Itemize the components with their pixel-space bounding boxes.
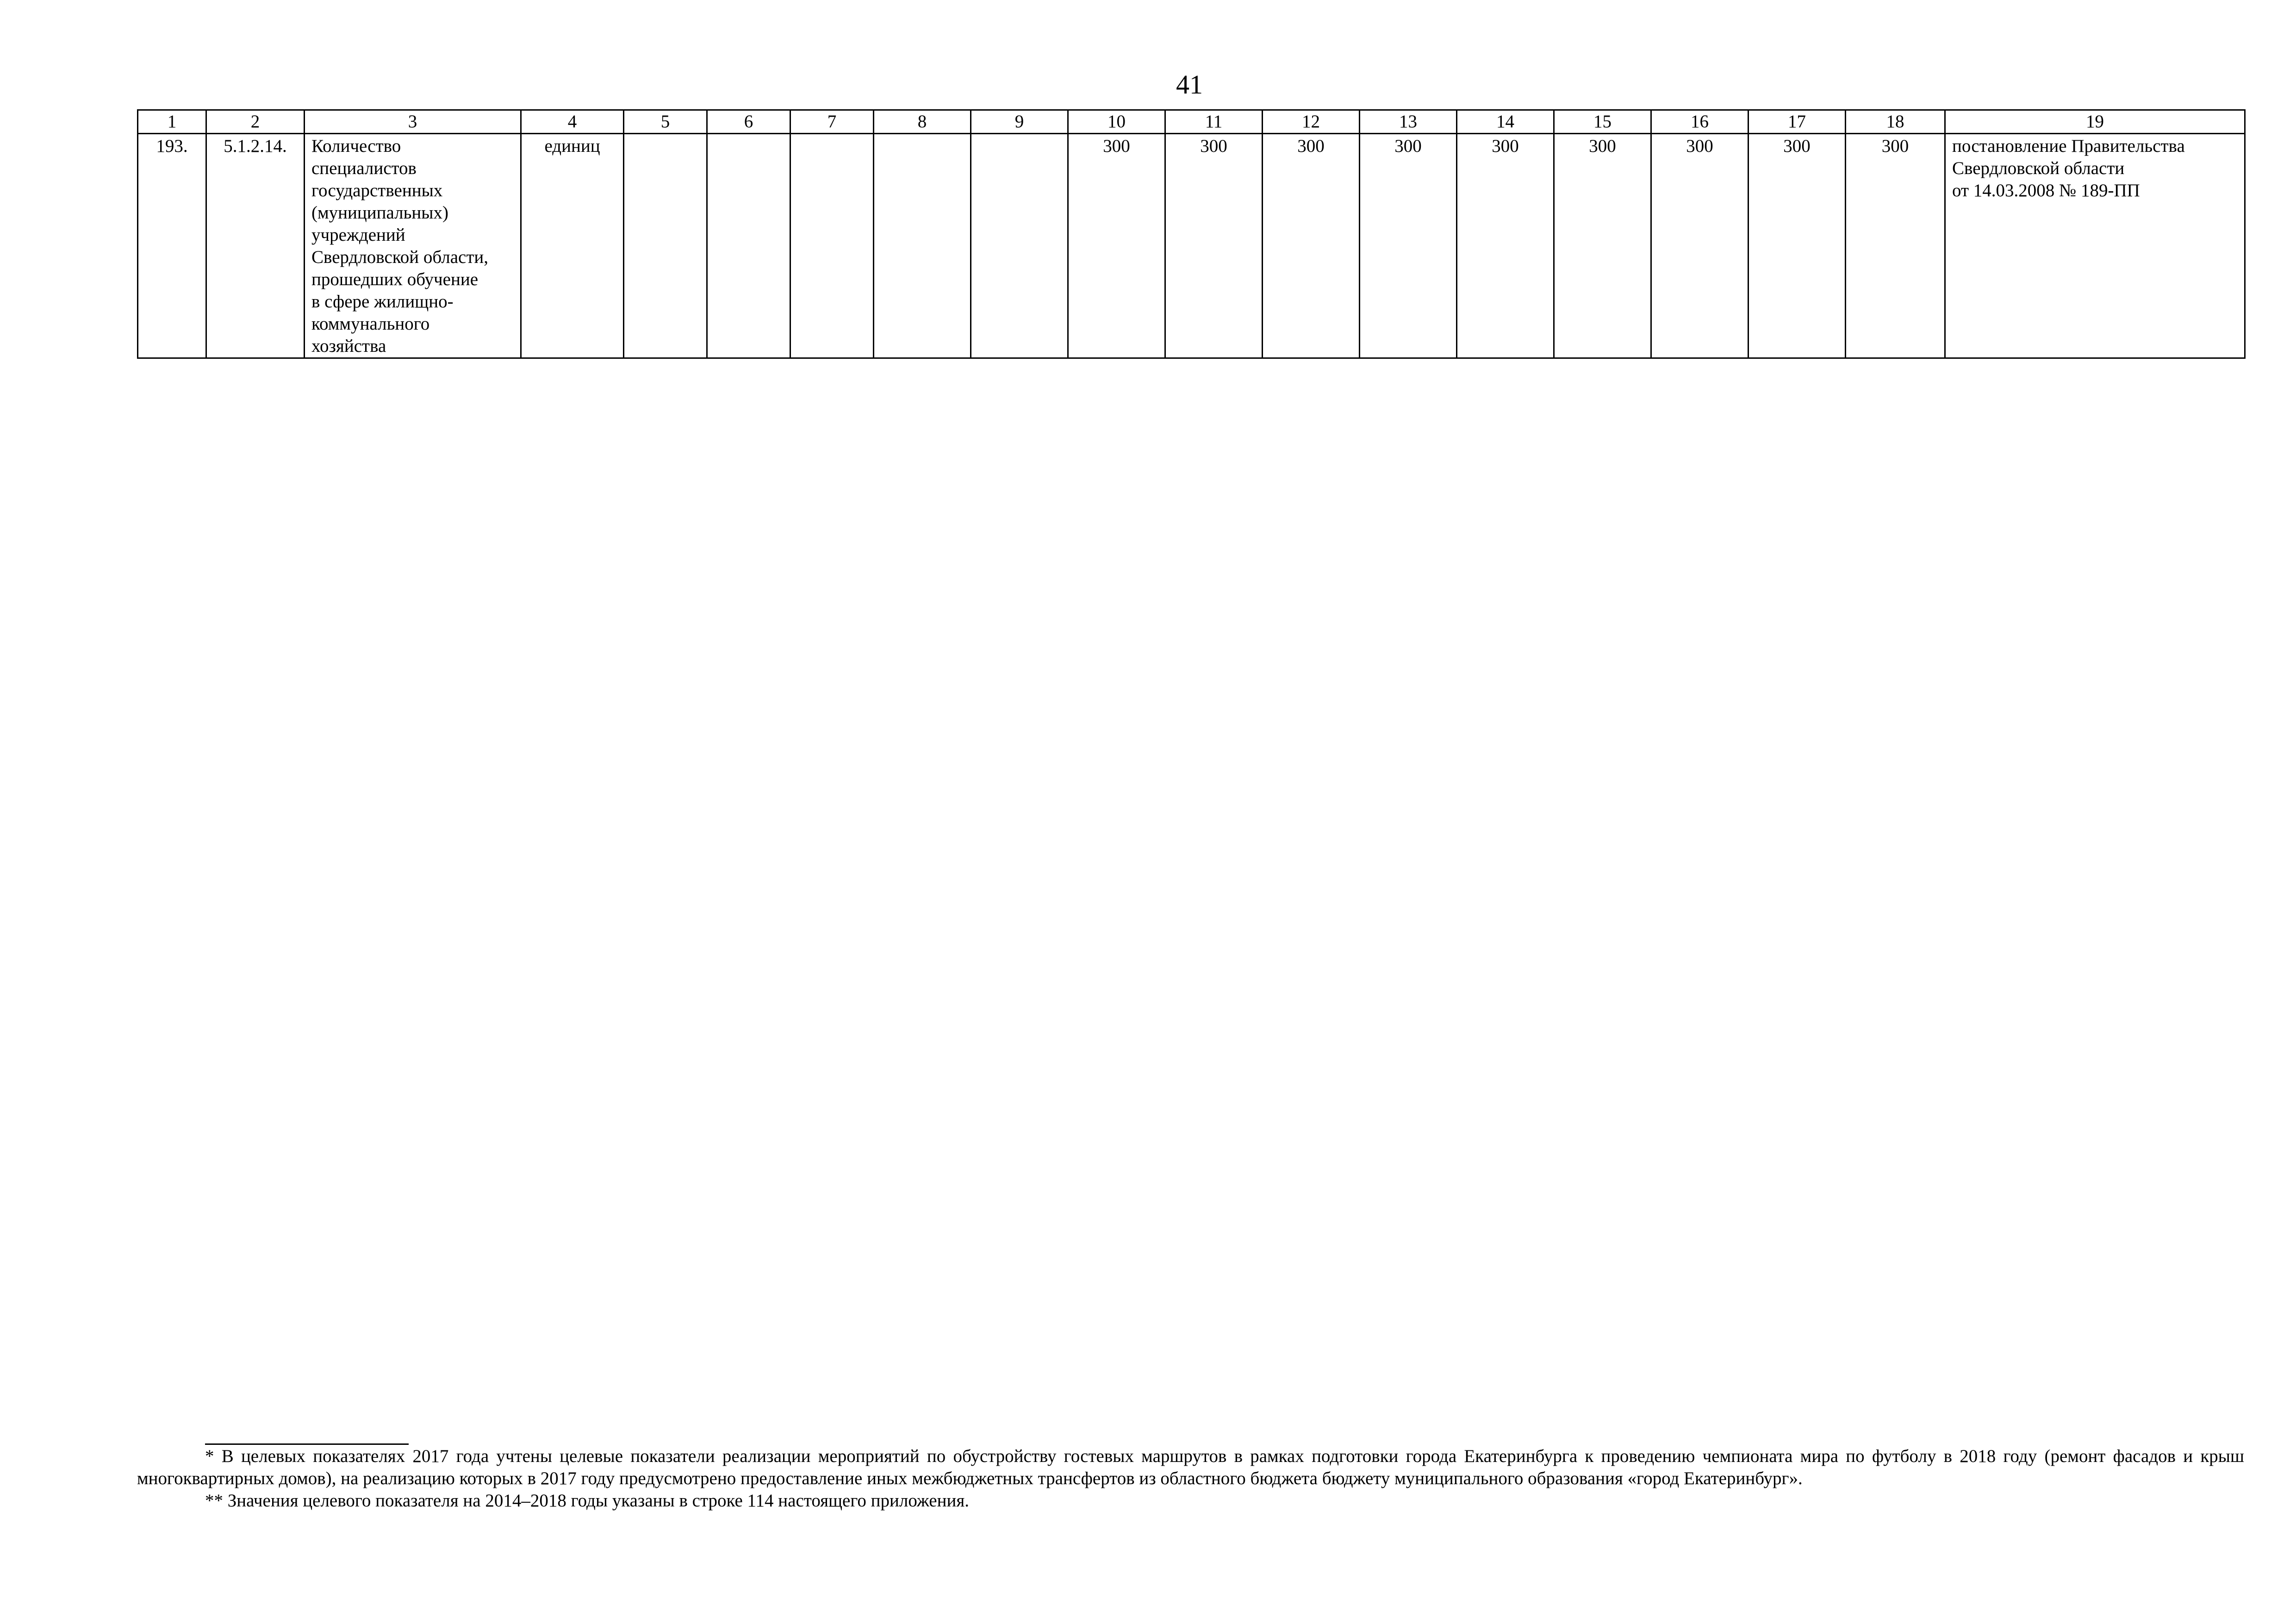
- indicator-name-cell: [305, 134, 521, 358]
- header-cell: 1: [138, 110, 206, 134]
- indicator-name-line: (муниципальных): [311, 203, 448, 223]
- header-cell: 11: [1165, 110, 1263, 134]
- footnote-2: ** Значения целевого показателя на 2014–2018 годы указаны в строке 114 настоящего приложения.: [205, 1491, 970, 1511]
- value-cell-12: 300: [1263, 134, 1360, 358]
- value-cell-13: 300: [1360, 134, 1457, 358]
- page-number: 41: [1176, 69, 1203, 100]
- indicator-name-line: Свердловской области,: [311, 247, 489, 267]
- header-cell: 9: [971, 110, 1068, 134]
- header-cell: 6: [707, 110, 790, 134]
- value-cell-15: 300: [1554, 134, 1651, 358]
- indicator-name-line: государственных: [311, 181, 443, 200]
- header-cell: 12: [1263, 110, 1360, 134]
- header-cell: 10: [1068, 110, 1165, 134]
- header-cell: 18: [1846, 110, 1945, 134]
- value-cell-14: 300: [1457, 134, 1554, 358]
- header-cell: 8: [874, 110, 971, 134]
- indicator-name-line: специалистов: [311, 158, 417, 178]
- indicator-name-line: прошедших обучение: [311, 269, 479, 289]
- header-cell: 14: [1457, 110, 1554, 134]
- header-cell: 19: [1945, 110, 2245, 134]
- header-cell: 4: [521, 110, 624, 134]
- value-cell-16: 300: [1651, 134, 1748, 358]
- header-cell: 15: [1554, 110, 1651, 134]
- value-cell-17: 300: [1748, 134, 1846, 358]
- header-cell: 17: [1748, 110, 1846, 134]
- footnotes: [137, 1445, 2244, 1512]
- unit-cell: единиц: [521, 134, 624, 358]
- footnote-divider: [205, 1443, 409, 1445]
- value-cell-18: 300: [1846, 134, 1945, 358]
- indicator-name-line: коммунального: [311, 314, 430, 334]
- value-cell-7: [790, 134, 874, 358]
- header-cell: 3: [305, 110, 521, 134]
- indicator-name-line: учреждений: [311, 225, 405, 245]
- source-cell: [1945, 134, 2245, 358]
- value-cell-10: 300: [1068, 134, 1165, 358]
- value-cell-11: 300: [1165, 134, 1263, 358]
- indicators-table: [137, 109, 2246, 359]
- table-row: [138, 134, 2245, 358]
- indicator-name-line: Количество: [311, 136, 401, 156]
- value-cell-5: [624, 134, 707, 358]
- row-number-cell: 193.: [138, 134, 206, 358]
- header-cell: 5: [624, 110, 707, 134]
- source-line: Свердловской области: [1952, 158, 2125, 178]
- value-cell-8: [874, 134, 971, 358]
- indicator-name-line: хозяйства: [311, 336, 386, 356]
- table-header-row: [138, 110, 2245, 134]
- header-cell: 13: [1360, 110, 1457, 134]
- header-cell: 7: [790, 110, 874, 134]
- value-cell-6: [707, 134, 790, 358]
- indicator-name-line: в сфере жилищно-: [311, 292, 454, 312]
- source-line: от 14.03.2008 № 189-ПП: [1952, 181, 2140, 200]
- source-line: постановление Правительства: [1952, 136, 2185, 156]
- value-cell-9: [971, 134, 1068, 358]
- header-cell: 2: [206, 110, 305, 134]
- header-cell: 16: [1651, 110, 1748, 134]
- footnote-1: * В целевых показателях 2017 года учтены целевые показатели реализации мероприятий по обустройству гостевых маршрутов в рамках подготовки города Екатеринбурга к проведению чемпионата мира по футболу в 2018 году (ремонт фасадов и крыш многоквартирных домов), на реализацию которых в 2017 году предусмотрено предоставление иных межбюджетных трансфертов из областного бюджета бюджету муниципального образования «город Екатеринбург».: [137, 1446, 2244, 1488]
- row-code-cell: 5.1.2.14.: [206, 134, 305, 358]
